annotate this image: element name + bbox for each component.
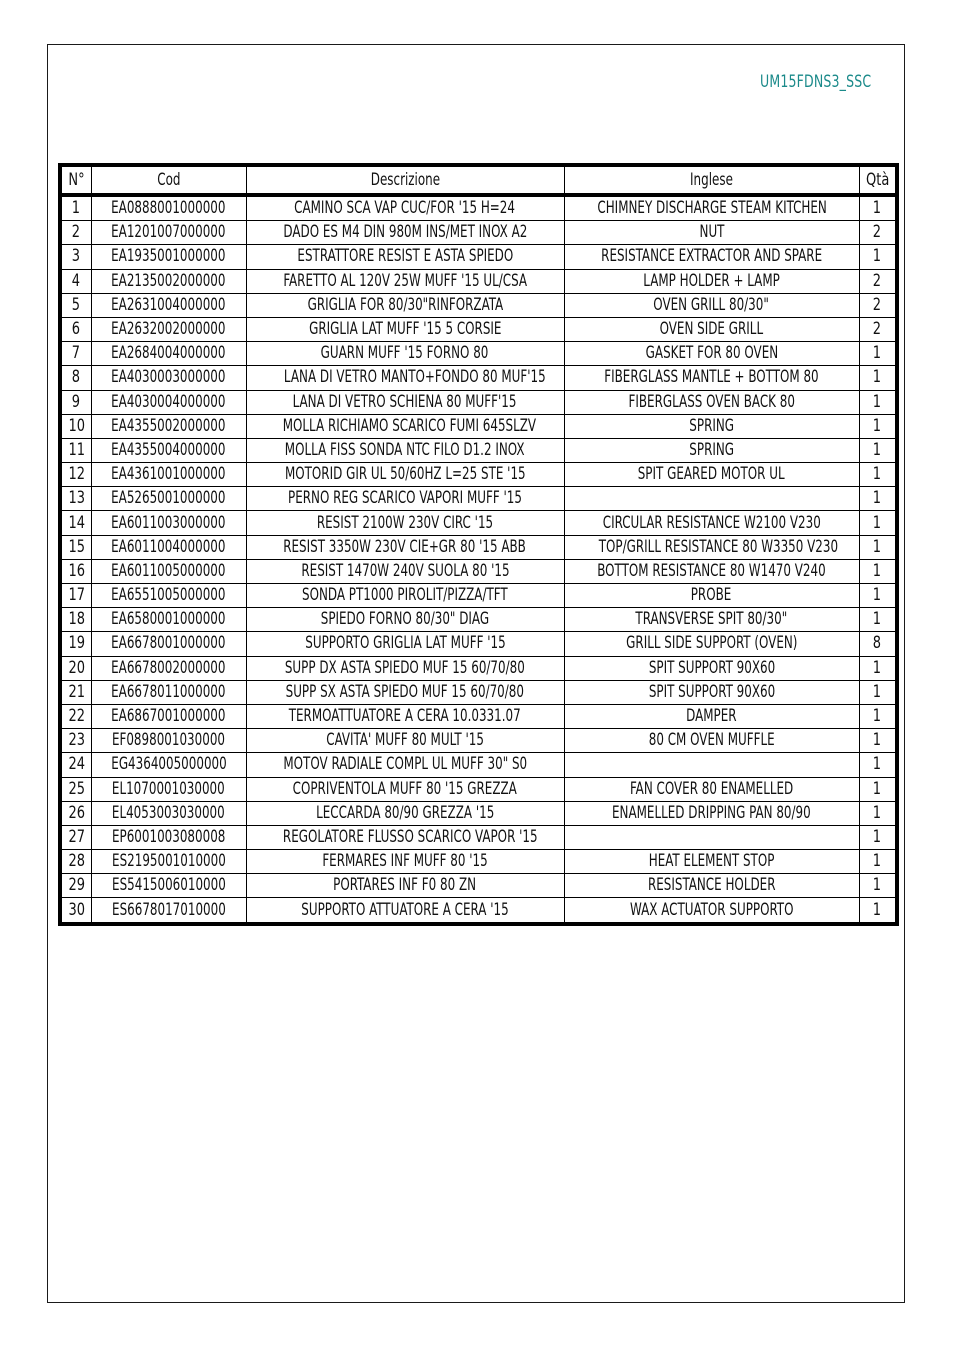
table-row [60, 729, 897, 753]
table-row [60, 293, 897, 317]
table-row [60, 221, 897, 245]
cell-quantity: 1 [859, 777, 897, 801]
cell-code: EA6551005000000 [91, 584, 246, 608]
cell-quantity: 1 [859, 704, 897, 728]
cell-number: 30 [60, 898, 91, 924]
table-row [60, 511, 897, 535]
cell-code: EA6678011000000 [91, 680, 246, 704]
cell-number: 15 [60, 535, 91, 559]
table-row [60, 874, 897, 898]
cell-description: PORTARES INF F0 80 ZN [246, 874, 564, 898]
cell-quantity: 1 [859, 390, 897, 414]
cell-number: 22 [60, 704, 91, 728]
cell-english: BOTTOM RESISTANCE 80 W1470 V240 [564, 559, 859, 583]
cell-code: EA6678002000000 [91, 656, 246, 680]
cell-code: ES2195001010000 [91, 850, 246, 874]
cell-code: EA1935001000000 [91, 245, 246, 269]
table-row [60, 632, 897, 656]
cell-code: EA4355004000000 [91, 438, 246, 462]
header-description: Descrizione [246, 165, 564, 195]
cell-description: GUARN MUFF '15 FORNO 80 [246, 342, 564, 366]
cell-quantity: 1 [859, 584, 897, 608]
cell-quantity: 1 [859, 825, 897, 849]
cell-description: CAMINO SCA VAP CUC/FOR '15 H=24 [246, 195, 564, 221]
table-header-row [60, 165, 897, 195]
cell-english: TOP/GRILL RESISTANCE 80 W3350 V230 [564, 535, 859, 559]
table-row [60, 753, 897, 777]
cell-code: EA6011004000000 [91, 535, 246, 559]
cell-code: EA6580001000000 [91, 608, 246, 632]
cell-english: CHIMNEY DISCHARGE STEAM KITCHEN [564, 195, 859, 221]
cell-number: 11 [60, 438, 91, 462]
cell-english: WAX ACTUATOR SUPPORTO [564, 898, 859, 924]
cell-number: 26 [60, 801, 91, 825]
table-row [60, 656, 897, 680]
cell-number: 17 [60, 584, 91, 608]
cell-number: 21 [60, 680, 91, 704]
cell-description: SONDA PT1000 PIROLIT/PIZZA/TFT [246, 584, 564, 608]
cell-english: HEAT ELEMENT STOP [564, 850, 859, 874]
cell-english: OVEN GRILL 80/30" [564, 293, 859, 317]
cell-number: 19 [60, 632, 91, 656]
table-row [60, 245, 897, 269]
header-quantity: Qtà [859, 165, 897, 195]
parts-table [58, 163, 899, 926]
header-code: Cod [91, 165, 246, 195]
cell-description: SUPP DX ASTA SPIEDO MUF 15 60/70/80 [246, 656, 564, 680]
cell-english [564, 487, 859, 511]
cell-code: EA5265001000000 [91, 487, 246, 511]
cell-quantity: 1 [859, 656, 897, 680]
cell-quantity: 1 [859, 535, 897, 559]
cell-code: EA6011005000000 [91, 559, 246, 583]
cell-code: EA0888001000000 [91, 195, 246, 221]
cell-description: MOLLA RICHIAMO SCARICO FUMI 645SLZV [246, 414, 564, 438]
cell-english [564, 825, 859, 849]
cell-code: EA2632002000000 [91, 317, 246, 341]
cell-quantity: 1 [859, 680, 897, 704]
table-row [60, 584, 897, 608]
cell-number: 8 [60, 366, 91, 390]
cell-code: EA2631004000000 [91, 293, 246, 317]
cell-english: 80 CM OVEN MUFFLE [564, 729, 859, 753]
cell-description: SUPP SX ASTA SPIEDO MUF 15 60/70/80 [246, 680, 564, 704]
cell-number: 18 [60, 608, 91, 632]
cell-english: CIRCULAR RESISTANCE W2100 V230 [564, 511, 859, 535]
cell-description: LECCARDA 80/90 GREZZA '15 [246, 801, 564, 825]
table-row [60, 487, 897, 511]
cell-number: 4 [60, 269, 91, 293]
cell-description: REGOLATORE FLUSSO SCARICO VAPOR '15 [246, 825, 564, 849]
cell-number: 9 [60, 390, 91, 414]
cell-quantity: 1 [859, 414, 897, 438]
cell-quantity: 2 [859, 269, 897, 293]
cell-english: NUT [564, 221, 859, 245]
cell-quantity: 1 [859, 729, 897, 753]
cell-number: 1 [60, 195, 91, 221]
cell-description: SUPPORTO GRIGLIA LAT MUFF '15 [246, 632, 564, 656]
cell-quantity: 1 [859, 801, 897, 825]
cell-english [564, 753, 859, 777]
cell-english: LAMP HOLDER + LAMP [564, 269, 859, 293]
cell-number: 28 [60, 850, 91, 874]
cell-code: EA4030004000000 [91, 390, 246, 414]
cell-number: 2 [60, 221, 91, 245]
cell-number: 7 [60, 342, 91, 366]
cell-english: RESISTANCE EXTRACTOR AND SPARE [564, 245, 859, 269]
cell-english: SPRING [564, 438, 859, 462]
cell-quantity: 1 [859, 245, 897, 269]
cell-code: EG4364005000000 [91, 753, 246, 777]
cell-description: CAVITA' MUFF 80 MULT '15 [246, 729, 564, 753]
cell-description: SUPPORTO ATTUATORE A CERA '15 [246, 898, 564, 924]
cell-english: SPIT SUPPORT 90X60 [564, 656, 859, 680]
cell-quantity: 1 [859, 511, 897, 535]
cell-quantity: 1 [859, 463, 897, 487]
cell-quantity: 1 [859, 559, 897, 583]
cell-english: SPIT GEARED MOTOR UL [564, 463, 859, 487]
table-row [60, 777, 897, 801]
cell-english: GASKET FOR 80 OVEN [564, 342, 859, 366]
cell-description: FARETTO AL 120V 25W MUFF '15 UL/CSA [246, 269, 564, 293]
cell-code: EL4053003030000 [91, 801, 246, 825]
cell-code: EP6001003080008 [91, 825, 246, 849]
cell-number: 6 [60, 317, 91, 341]
table-row [60, 704, 897, 728]
cell-quantity: 2 [859, 221, 897, 245]
table-row [60, 608, 897, 632]
cell-number: 3 [60, 245, 91, 269]
cell-description: RESIST 3350W 230V CIE+GR 80 '15 ABB [246, 535, 564, 559]
cell-number: 20 [60, 656, 91, 680]
cell-code: EL1070001030000 [91, 777, 246, 801]
cell-description: ESTRATTORE RESIST E ASTA SPIEDO [246, 245, 564, 269]
table-row [60, 850, 897, 874]
cell-code: EA4361001000000 [91, 463, 246, 487]
table-row [60, 390, 897, 414]
cell-code: EA6011003000000 [91, 511, 246, 535]
table-row [60, 438, 897, 462]
cell-description: FERMARES INF MUFF 80 '15 [246, 850, 564, 874]
cell-english: FIBERGLASS OVEN BACK 80 [564, 390, 859, 414]
cell-number: 16 [60, 559, 91, 583]
cell-description: LANA DI VETRO MANTO+FONDO 80 MUF'15 [246, 366, 564, 390]
cell-quantity: 8 [859, 632, 897, 656]
cell-number: 23 [60, 729, 91, 753]
cell-english: PROBE [564, 584, 859, 608]
cell-description: MOTOV RADIALE COMPL UL MUFF 30" S0 [246, 753, 564, 777]
cell-description: DADO ES M4 DIN 980M INS/MET INOX A2 [246, 221, 564, 245]
cell-description: RESIST 1470W 240V SUOLA 80 '15 [246, 559, 564, 583]
cell-english: OVEN SIDE GRILL [564, 317, 859, 341]
cell-number: 29 [60, 874, 91, 898]
table-row [60, 680, 897, 704]
cell-code: EA6678001000000 [91, 632, 246, 656]
cell-code: EA2135002000000 [91, 269, 246, 293]
table-row [60, 366, 897, 390]
cell-quantity: 1 [859, 608, 897, 632]
cell-english: DAMPER [564, 704, 859, 728]
cell-english: FAN COVER 80 ENAMELLED [564, 777, 859, 801]
header-number: N° [60, 165, 91, 195]
cell-code: EF0898001030000 [91, 729, 246, 753]
cell-number: 24 [60, 753, 91, 777]
cell-number: 5 [60, 293, 91, 317]
cell-quantity: 1 [859, 898, 897, 924]
cell-number: 10 [60, 414, 91, 438]
cell-quantity: 1 [859, 753, 897, 777]
cell-description: COPRIVENTOLA MUFF 80 '15 GREZZA [246, 777, 564, 801]
cell-description: TERMOATTUATORE A CERA 10.0331.07 [246, 704, 564, 728]
cell-quantity: 1 [859, 342, 897, 366]
cell-number: 27 [60, 825, 91, 849]
cell-description: SPIEDO FORNO 80/30" DIAG [246, 608, 564, 632]
cell-code: EA4030003000000 [91, 366, 246, 390]
cell-code: EA2684004000000 [91, 342, 246, 366]
cell-description: MOTORID GIR UL 50/60HZ L=25 STE '15 [246, 463, 564, 487]
cell-code: EA1201007000000 [91, 221, 246, 245]
cell-description: GRIGLIA LAT MUFF '15 5 CORSIE [246, 317, 564, 341]
table-row [60, 317, 897, 341]
cell-quantity: 1 [859, 874, 897, 898]
cell-code: EA6867001000000 [91, 704, 246, 728]
table-row [60, 269, 897, 293]
cell-description: PERNO REG SCARICO VAPORI MUFF '15 [246, 487, 564, 511]
cell-quantity: 1 [859, 195, 897, 221]
cell-quantity: 1 [859, 850, 897, 874]
cell-english: SPIT SUPPORT 90X60 [564, 680, 859, 704]
table-row [60, 898, 897, 924]
cell-description: MOLLA FISS SONDA NTC FILO D1.2 INOX [246, 438, 564, 462]
table-row [60, 342, 897, 366]
cell-number: 14 [60, 511, 91, 535]
table-row [60, 801, 897, 825]
cell-code: ES5415006010000 [91, 874, 246, 898]
cell-number: 25 [60, 777, 91, 801]
cell-quantity: 2 [859, 317, 897, 341]
cell-number: 13 [60, 487, 91, 511]
cell-english: GRILL SIDE SUPPORT (OVEN) [564, 632, 859, 656]
cell-code: EA4355002000000 [91, 414, 246, 438]
cell-description: LANA DI VETRO SCHIENA 80 MUFF'15 [246, 390, 564, 414]
cell-number: 12 [60, 463, 91, 487]
table-row [60, 559, 897, 583]
cell-english: ENAMELLED DRIPPING PAN 80/90 [564, 801, 859, 825]
table-row [60, 825, 897, 849]
cell-description: RESIST 2100W 230V CIRC '15 [246, 511, 564, 535]
cell-quantity: 1 [859, 438, 897, 462]
cell-description: GRIGLIA FOR 80/30"RINFORZATA [246, 293, 564, 317]
cell-english: RESISTANCE HOLDER [564, 874, 859, 898]
cell-english: TRANSVERSE SPIT 80/30" [564, 608, 859, 632]
cell-english: SPRING [564, 414, 859, 438]
table-row [60, 195, 897, 221]
table-row [60, 535, 897, 559]
document-code: UM15FDNS3_SSC [760, 72, 872, 92]
cell-quantity: 1 [859, 487, 897, 511]
cell-english: FIBERGLASS MANTLE + BOTTOM 80 [564, 366, 859, 390]
cell-quantity: 1 [859, 366, 897, 390]
table-row [60, 414, 897, 438]
cell-quantity: 2 [859, 293, 897, 317]
table-row [60, 463, 897, 487]
header-english: Inglese [564, 165, 859, 195]
cell-code: ES6678017010000 [91, 898, 246, 924]
